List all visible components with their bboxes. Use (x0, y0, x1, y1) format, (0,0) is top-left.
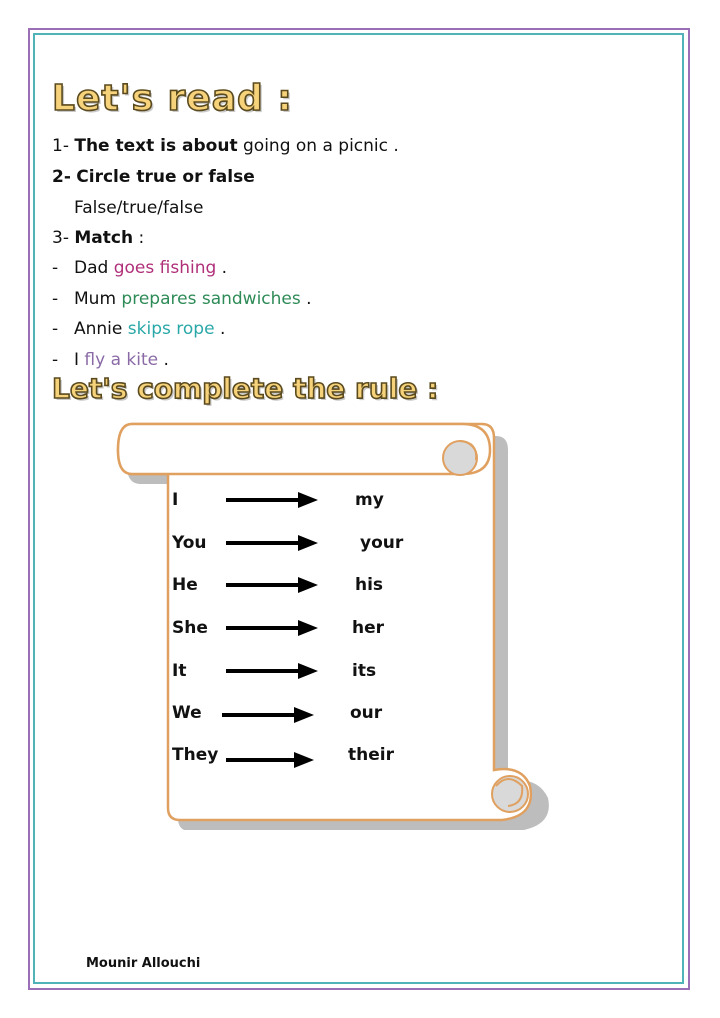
pronoun: It (172, 661, 187, 681)
q2-bold: Circle true or false (76, 167, 255, 187)
possessive: their (348, 745, 394, 765)
q3-bold: Match (74, 228, 134, 248)
match-end: . (221, 258, 228, 278)
match-item-annie (52, 318, 652, 340)
q1-bold: The text is about (74, 136, 238, 156)
arrow-icon (226, 661, 318, 681)
dash: - (52, 289, 59, 309)
q2-number: 2- (52, 167, 71, 187)
possessive: her (352, 618, 385, 638)
author-signature: Mounir Allouchi (86, 956, 201, 971)
possessive: our (350, 703, 383, 723)
possessive: his (355, 575, 384, 595)
arrow-icon (226, 533, 318, 553)
match-subject: Mum (74, 289, 117, 309)
question-3 (52, 227, 144, 249)
q2-answer: False/true/false (74, 198, 204, 218)
q1-number: 1- (52, 136, 69, 156)
arrow-icon (226, 490, 318, 510)
pronoun: We (172, 703, 202, 723)
possessive: my (355, 490, 384, 510)
q3-number: 3- (52, 228, 69, 248)
match-action: prepares sandwiches (121, 289, 301, 309)
question-1 (52, 135, 399, 157)
pronoun: I (172, 490, 179, 510)
match-end: . (306, 289, 312, 309)
pronoun: They (172, 745, 219, 765)
arrow-icon (222, 705, 314, 725)
match-subject: I (74, 350, 80, 370)
possessive: its (352, 661, 377, 681)
match-action: goes fishing (113, 258, 217, 278)
match-end: . (163, 350, 169, 370)
dash: - (52, 350, 59, 370)
match-subject: Annie (74, 319, 123, 339)
match-action: skips rope (127, 319, 215, 339)
match-subject: Dad (74, 258, 109, 278)
match-item-i (52, 349, 652, 371)
pronoun: You (172, 533, 207, 553)
match-item-mum (52, 288, 652, 310)
pronoun: He (172, 575, 198, 595)
dash: - (52, 258, 59, 278)
arrow-icon (226, 750, 314, 770)
heading-lets-complete-rule: Let's complete the rule : (52, 372, 439, 405)
match-item-dad (52, 257, 652, 279)
q3-colon: : (138, 228, 145, 248)
dash: - (52, 319, 59, 339)
match-end: . (219, 319, 226, 339)
heading-lets-read: Let's read : (52, 78, 293, 119)
possessive: your (360, 533, 404, 553)
arrow-icon (226, 618, 318, 638)
question-2 (52, 166, 255, 188)
pronoun: She (172, 618, 208, 638)
arrow-icon (226, 575, 318, 595)
match-action: fly a kite (84, 350, 159, 370)
q1-answer: going on a picnic . (243, 136, 399, 156)
